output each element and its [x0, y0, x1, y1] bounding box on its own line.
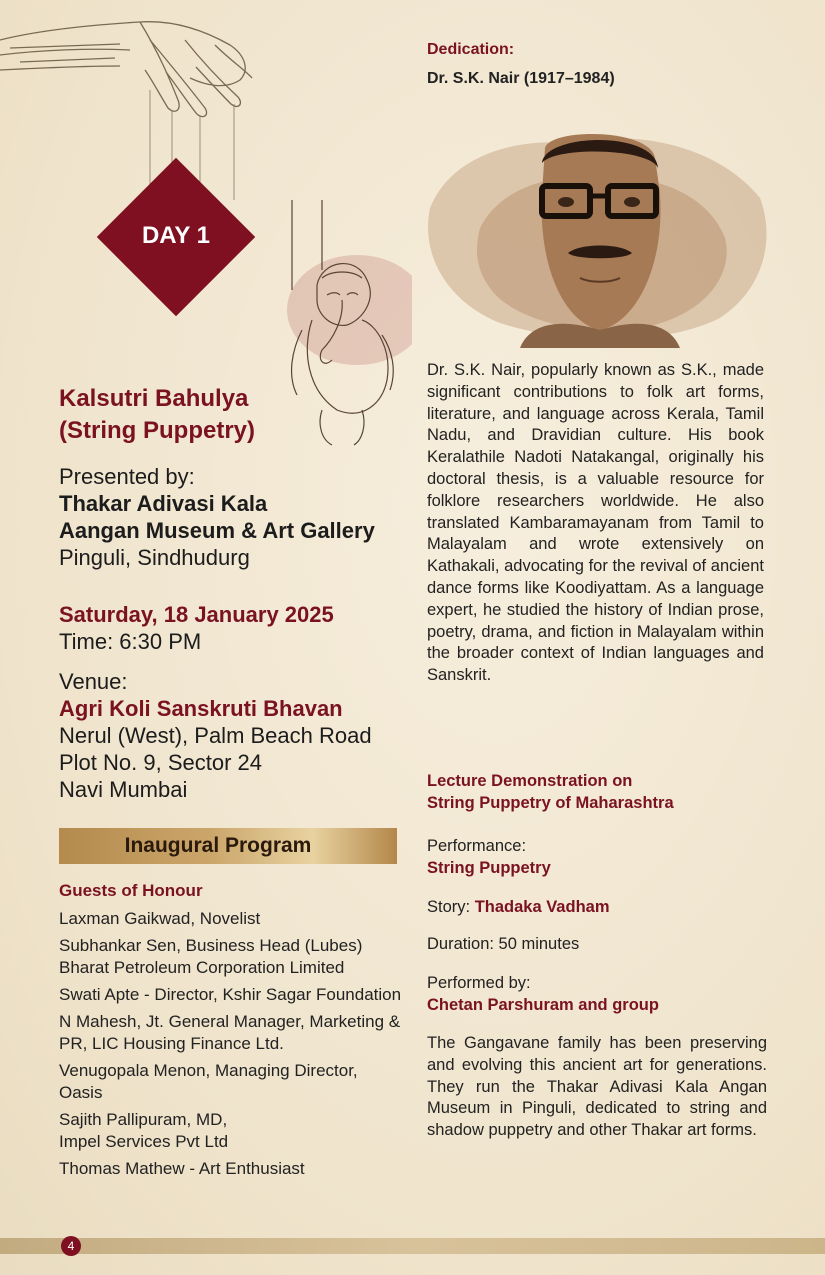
event-date: Saturday, 18 January 2025: [59, 602, 334, 627]
presenter-location: Pinguli, Sindhudurg: [59, 545, 250, 570]
page-number: 4: [61, 1236, 81, 1256]
puppeteer-hand-illustration: [0, 0, 270, 200]
event-title: [59, 383, 255, 447]
inaugural-label: Inaugural Program: [124, 834, 312, 857]
guest-item: Laxman Gaikwad, Novelist: [59, 909, 261, 928]
presented-by-label: Presented by:: [59, 464, 195, 489]
story-label: Story:: [427, 898, 475, 916]
presenter-line-1: Thakar Adivasi Kala: [59, 491, 268, 516]
lecture-line-2: String Puppetry of Maharashtra: [427, 794, 674, 812]
portrait-photo: [420, 118, 775, 348]
presented-by-block: [59, 463, 375, 571]
venue-name: Agri Koli Sanskruti Bhavan: [59, 696, 343, 721]
guest-item: N Mahesh, Jt. General Manager, Marketing & PR, LIC Housing Finance Ltd.: [59, 1012, 401, 1053]
title-line-2: (String Puppetry): [59, 417, 255, 444]
biography-text: Dr. S.K. Nair, popularly known as S.K., made significant contributions to folk art forms, literature, and language across Kerala, Tamil Nadu, and Dravidian culture. His book Keralathile Nadoti Natakangal, originally his doctoral thesis, is a valuable resource for folklore researchers worldwide. He also translated Kambaramayanam from Tamil to Malayalam and wrote extensively on Kathakali, advocating for the revival of ancient dance forms like Koodiyattam. As a language expert, he studied the history of Indian prose, poetry, drama, and fiction in Malayalam within the broader context of Indian languages and Sanskrit.: [427, 361, 764, 685]
performance-label: Performance:: [427, 837, 527, 855]
ganesha-puppet-illustration: [262, 200, 412, 450]
title-line-1: Kalsutri Bahulya: [59, 385, 249, 412]
footer-bar: [0, 1238, 825, 1254]
guests-heading: Guests of Honour: [59, 881, 203, 900]
venue-line-1: Nerul (West), Palm Beach Road: [59, 723, 372, 748]
performance-block: [427, 835, 551, 879]
guest-item: Venugopala Menon, Managing Director, Oasis: [59, 1061, 358, 1102]
performed-by-block: [427, 972, 659, 1016]
venue-label: Venue:: [59, 669, 128, 694]
venue-line-3: Navi Mumbai: [59, 777, 188, 802]
performed-by-label: Performed by:: [427, 974, 531, 992]
performed-by-value: Chetan Parshuram and group: [427, 996, 659, 1014]
family-description: The Gangavane family has been preserving and evolving this ancient art for generations. They run the Thakar Adivasi Kala Angan Museum in Pinguli, dedicated to string and shadow puppetry and other Thakar art forms.: [427, 1034, 767, 1140]
guest-item: Swati Apte - Director, Kshir Sagar Foundation: [59, 985, 402, 1004]
story-line: [427, 896, 610, 918]
lecture-line-1: Lecture Demonstration on: [427, 772, 633, 790]
dedication-label: Dedication:: [427, 41, 515, 58]
guest-item: Thomas Mathew - Art Enthusiast: [59, 1159, 305, 1178]
story-value: Thadaka Vadham: [474, 898, 610, 916]
lecture-heading: [427, 770, 674, 814]
guest-item: Sajith Pallipuram, MD,: [59, 1110, 228, 1129]
guest-item: Subhankar Sen, Business Head (Lubes) Bharat Petroleum Corporation Limited: [59, 936, 363, 977]
venue-block: [59, 668, 372, 803]
venue-line-2: Plot No. 9, Sector 24: [59, 750, 262, 775]
guest-item: Impel Services Pvt Ltd: [59, 1132, 229, 1151]
dedication-name: Dr. S.K. Nair (1917–1984): [427, 70, 615, 87]
event-time: Time: 6:30 PM: [59, 629, 202, 654]
guests-list: [59, 908, 404, 1185]
day-label: DAY 1: [141, 222, 211, 249]
performance-value: String Puppetry: [427, 859, 551, 877]
date-block: [59, 601, 334, 655]
presenter-line-2: Aangan Museum & Art Gallery: [59, 518, 375, 543]
duration: Duration: 50 minutes: [427, 935, 580, 953]
